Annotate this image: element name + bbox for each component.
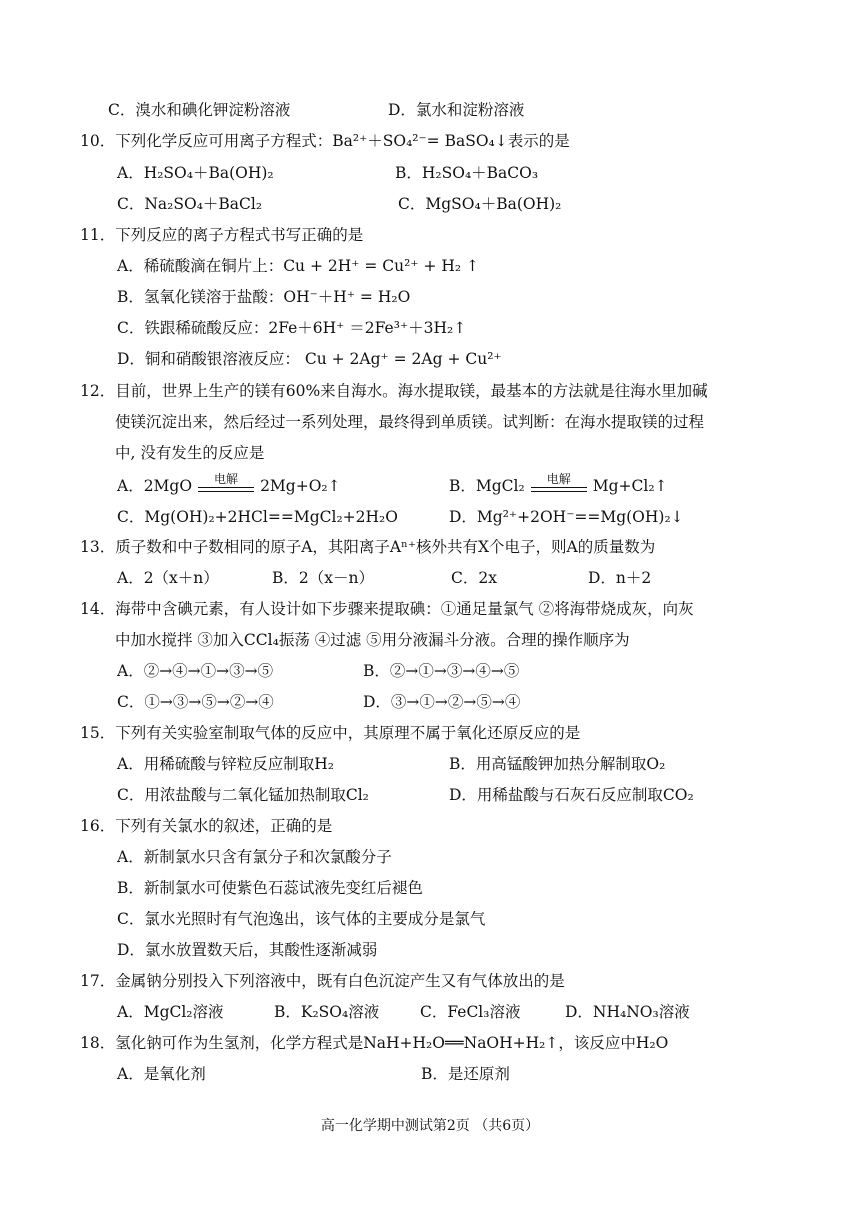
electrolysis-label: 电解 — [214, 472, 239, 486]
q12-a-reactant: A．2MgO — [117, 477, 193, 495]
q11-option-d: D．铜和硝酸银溶液反应： Cu + 2Ag⁺ = 2Ag + Cu²⁺ — [117, 350, 502, 368]
q16-option-c: C．氯水光照时有气泡逸出，该气体的主要成分是氯气 — [117, 910, 486, 928]
q15-option-c: C．用浓盐酸与二氧化锰加热制取Cl₂ — [117, 786, 369, 804]
q10-option-a: A．H₂SO₄＋Ba(OH)₂ — [117, 164, 274, 182]
q12-option-b — [449, 472, 668, 497]
q10-option-c: C．Na₂SO₄＋BaCl₂ — [117, 195, 263, 213]
q12-b-product: Mg+Cl₂↑ — [592, 477, 668, 495]
q11-option-c: C．铁跟稀硫酸反应：2Fe＋6H⁺ ＝2Fe³⁺＋3H₂↑ — [117, 319, 467, 337]
question-14-line-2: 中加水搅拌 ③加入CCl₄振荡 ④过滤 ⑤用分液漏斗分液。合理的操作顺序为 — [115, 631, 630, 649]
q12-b-reactant: B．MgCl₂ — [449, 477, 525, 495]
q16-option-a: A．新制氯水只含有氯分子和次氯酸分子 — [117, 848, 392, 866]
q17-option-c: C．FeCl₃溶液 — [420, 1003, 521, 1021]
question-17: 17．金属钠分别投入下列溶液中，既有白色沉淀产生又有气体放出的是 — [80, 972, 565, 990]
q11-option-a: A．稀硫酸滴在铜片上：Cu + 2H⁺ = Cu²⁺ + H₂ ↑ — [117, 257, 480, 275]
q18-option-a: A．是氧化剂 — [117, 1065, 206, 1083]
q11-option-b: B．氢氧化镁溶于盐酸：OH⁻＋H⁺ = H₂O — [117, 288, 411, 306]
q17-option-d: D．NH₄NO₃溶液 — [565, 1003, 690, 1021]
electrolysis-arrow — [531, 472, 587, 497]
q14-option-d: D．③→①→②→⑤→④ — [363, 693, 521, 711]
question-13: 13．质子数和中子数相同的原子A，其阳离子Aⁿ⁺核外共有X个电子，则A的质量数为 — [80, 538, 656, 556]
question-15: 15．下列有关实验室制取气体的反应中，其原理不属于氧化还原反应的是 — [80, 724, 581, 742]
q9-option-c: C．溴水和碘化钾淀粉溶液 — [108, 101, 291, 119]
question-12-line-2: 使镁沉淀出来，然后经过一系列处理，最终得到单质镁。试判断：在海水提取镁的过程 — [115, 413, 705, 431]
q15-option-a: A．用稀硫酸与锌粒反应制取H₂ — [117, 755, 334, 773]
q16-option-d: D．氯水放置数天后，其酸性逐渐减弱 — [117, 941, 378, 959]
question-12-line-1: 12．目前，世界上生产的镁有60%来自海水。海水提取镁，最基本的方法就是往海水里加碱 — [80, 382, 708, 400]
q13-option-c: C．2x — [451, 569, 497, 587]
question-14-line-1: 14．海带中含碘元素，有人设计如下步骤来提取碘：①通足量氯气 ②将海带烧成灰，向灰 — [80, 600, 694, 618]
q9-option-d: D．氯水和淀粉溶液 — [388, 101, 525, 119]
q12-option-c: C．Mg(OH)₂+2HCl==MgCl₂+2H₂O — [117, 508, 398, 526]
q12-option-d: D．Mg²⁺+2OH⁻==Mg(OH)₂↓ — [449, 508, 684, 526]
page-footer: 高一化学期中测试第2页 （共6页） — [320, 1118, 540, 1134]
q12-a-product: 2Mg+O₂↑ — [260, 477, 341, 495]
question-10: 10．下列化学反应可用离子方程式：Ba²⁺＋SO₄²⁻= BaSO₄↓表示的是 — [80, 132, 570, 150]
electrolysis-label: 电解 — [546, 472, 571, 486]
q17-option-a: A．MgCl₂溶液 — [117, 1003, 224, 1021]
q12-option-a — [117, 472, 341, 497]
q14-option-b: B．②→①→③→④→⑤ — [363, 662, 520, 680]
question-11: 11．下列反应的离子方程式书写正确的是 — [80, 226, 364, 244]
question-16: 16．下列有关氯水的叙述，正确的是 — [80, 817, 333, 835]
q10-option-b: B．H₂SO₄＋BaCO₃ — [395, 164, 539, 182]
q15-option-d: D．用稀盐酸与石灰石反应制取CO₂ — [449, 786, 694, 804]
q18-option-b: B．是还原剂 — [421, 1065, 510, 1083]
q14-option-c: C．①→③→⑤→②→④ — [117, 693, 274, 711]
q17-option-b: B．K₂SO₄溶液 — [274, 1003, 380, 1021]
q15-option-b: B．用高锰酸钾加热分解制取O₂ — [449, 755, 666, 773]
question-18: 18．氢化钠可作为生氢剂，化学方程式是NaH+H₂O══NaOH+H₂↑，该反应中H₂O — [80, 1034, 669, 1052]
electrolysis-arrow — [198, 472, 254, 497]
q13-option-a: A．2（x＋n） — [117, 569, 219, 587]
question-12-line-3: 中, 没有发生的反应是 — [115, 444, 265, 462]
q13-option-b: B．2（x－n） — [272, 569, 374, 587]
q16-option-b: B．新制氯水可使紫色石蕊试液先变红后褪色 — [117, 879, 423, 897]
q13-option-d: D．n＋2 — [588, 569, 652, 587]
q14-option-a: A．②→④→①→③→⑤ — [117, 662, 274, 680]
q10-option-d: C．MgSO₄＋Ba(OH)₂ — [398, 195, 562, 213]
